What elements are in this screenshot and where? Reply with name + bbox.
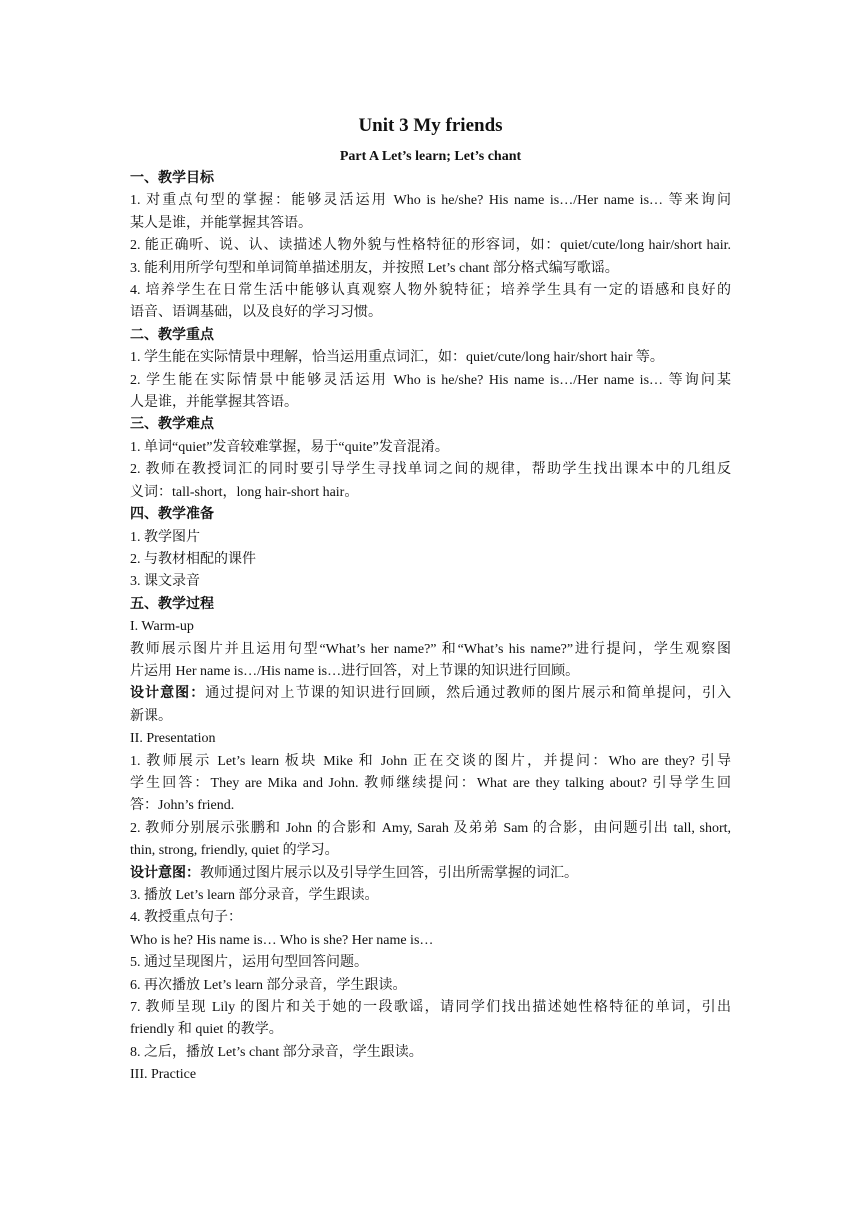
body-line	[130, 549, 731, 571]
line-text: 6. 再次播放 Let’s learn 部分录音，学生跟读。	[130, 977, 407, 993]
body-line	[130, 728, 731, 750]
section-heading	[130, 504, 731, 526]
line-text: Who is he? His name is… Who is she? Her name is…	[130, 932, 434, 948]
body-line	[130, 527, 731, 549]
line-text: I. Warm-up	[130, 619, 194, 635]
body-line	[130, 863, 731, 885]
line-text: 五、教学过程	[130, 596, 214, 612]
body-line	[130, 751, 731, 773]
line-text: 3. 课文录音	[130, 574, 200, 590]
line-text: friendly 和 quiet 的教学。	[130, 1022, 283, 1038]
line-text: 2. 教师分别展示张鹏和 John 的合影和 Amy, Sarah 及弟弟 Sam 的合影，由问题引出 tall, short,	[130, 820, 731, 836]
line-text: II. Presentation	[130, 731, 216, 747]
body-line	[130, 795, 731, 817]
body-line	[130, 1019, 731, 1041]
line-text: 三、教学难点	[130, 417, 214, 433]
line-text: 一、教学目标	[130, 171, 214, 186]
line-text: 5. 通过呈现图片，运用句型回答问题。	[130, 955, 368, 971]
body-line	[130, 1042, 731, 1064]
line-text: 7. 教师呈现 Lily 的图片和关于她的一段歌谣，请同学们找出描述她性格特征的单词，引出	[130, 1000, 731, 1016]
line-text: 通过提问对上节课的知识进行回顾，然后通过教师的图片展示和简单提问，引入	[205, 686, 731, 702]
line-text: 教师展示图片并且运用句型“What’s her name?” 和“What’s his name?”进行提问，学生观察图	[130, 641, 731, 657]
body-line	[130, 482, 731, 504]
body-line	[130, 639, 731, 661]
body-line	[130, 818, 731, 840]
line-text: 语音、语调基础，以及良好的学习习惯。	[130, 305, 382, 321]
line-text: 1. 学生能在实际情景中理解，恰当运用重点词汇，如：quiet/cute/long hair/short hair 等。	[130, 350, 664, 366]
body-line	[130, 235, 731, 257]
line-text: 1. 单词“quiet”发音较难掌握，易于“quite”发音混淆。	[130, 439, 449, 455]
line-text: 2. 教师在教授词汇的同时要引导学生寻找单词之间的规律，帮助学生找出课本中的几组反	[130, 462, 731, 478]
line-text: 4. 培养学生在日常生活中能够认真观察人物外貌特征；培养学生具有一定的语感和良好的	[130, 283, 731, 299]
body-line	[130, 280, 731, 302]
document-title: Unit 3 My friends	[358, 115, 503, 136]
line-text: 2. 学生能在实际情景中能够灵活运用 Who is he/she? His name is…/Her name is… 等询问某	[130, 372, 731, 388]
body-line	[130, 907, 731, 929]
line-text: 2. 能正确听、说、认、读描述人物外貌与性格特征的形容词，如：quiet/cute/long hair/short hair.	[130, 238, 731, 254]
body-line	[130, 616, 731, 638]
line-text: 义词：tall-short，long hair-short hair。	[130, 484, 359, 500]
line-text: 二、教学重点	[130, 327, 214, 343]
body-line	[130, 706, 731, 728]
body-line	[130, 840, 731, 862]
design-intent-label: 设计意图：	[130, 865, 200, 881]
line-text: 1. 教师展示 Let’s learn 板块 Mike 和 John 正在交谈的图片，并提问：Who are they? 引导	[130, 753, 731, 769]
line-text: 2. 与教材相配的课件	[130, 551, 256, 567]
body-line	[130, 930, 731, 952]
body-line	[130, 661, 731, 683]
body-line	[130, 952, 731, 974]
line-text: 学生回答：They are Mika and John. 教师继续提问：What are they talking about? 引导学生回	[130, 775, 731, 791]
body-line	[130, 773, 731, 795]
line-text: III. Practice	[130, 1067, 197, 1083]
line-text: 1. 教学图片	[130, 529, 200, 545]
body-line	[130, 997, 731, 1019]
line-text: 人是谁，并能掌握其答语。	[130, 395, 298, 411]
document-page	[130, 112, 731, 1087]
line-text: 某人是谁，并能掌握其答语。	[130, 215, 312, 231]
document-subtitle: Part A Let’s learn; Let’s chant	[339, 149, 522, 164]
section-heading	[130, 168, 731, 190]
line-text: 4. 教授重点句子：	[130, 910, 242, 926]
body-line	[130, 437, 731, 459]
section-heading	[130, 594, 731, 616]
body-line	[130, 190, 731, 212]
line-text: 教师通过图片展示以及引导学生回答，引出所需掌握的词汇。	[200, 865, 578, 881]
section-heading	[130, 414, 731, 436]
body-line	[130, 683, 731, 705]
body-line	[130, 370, 731, 392]
line-text: 3. 能利用所学句型和单词简单描述朋友，并按照 Let’s chant 部分格式编写歌谣。	[130, 260, 619, 276]
body-line	[130, 975, 731, 997]
design-intent-label: 设计意图：	[130, 686, 206, 702]
body-line	[130, 1064, 731, 1086]
line-text: 新课。	[130, 708, 172, 724]
body-line	[130, 213, 731, 235]
body-line	[130, 459, 731, 481]
line-text: 3. 播放 Let’s learn 部分录音，学生跟读。	[130, 888, 379, 903]
line-text: 片运用 Her name is…/His name is…进行回答，对上节课的知识进行回顾。	[130, 663, 580, 679]
body-line	[130, 392, 731, 414]
body-line	[130, 885, 731, 907]
line-text: thin, strong, friendly, quiet 的学习。	[130, 843, 339, 859]
document-body	[130, 168, 731, 1087]
line-text: 1. 对重点句型的掌握：能够灵活运用 Who is he/she? His name is…/Her name is… 等来询问	[130, 193, 731, 209]
body-line	[130, 571, 731, 593]
body-line	[130, 347, 731, 369]
body-line	[130, 258, 731, 280]
section-heading	[130, 325, 731, 347]
line-text: 四、教学准备	[130, 507, 214, 523]
line-text: 答：John’s friend.	[130, 798, 235, 814]
line-text: 8. 之后，播放 Let’s chant 部分录音，学生跟读。	[130, 1044, 423, 1060]
body-line	[130, 302, 731, 324]
